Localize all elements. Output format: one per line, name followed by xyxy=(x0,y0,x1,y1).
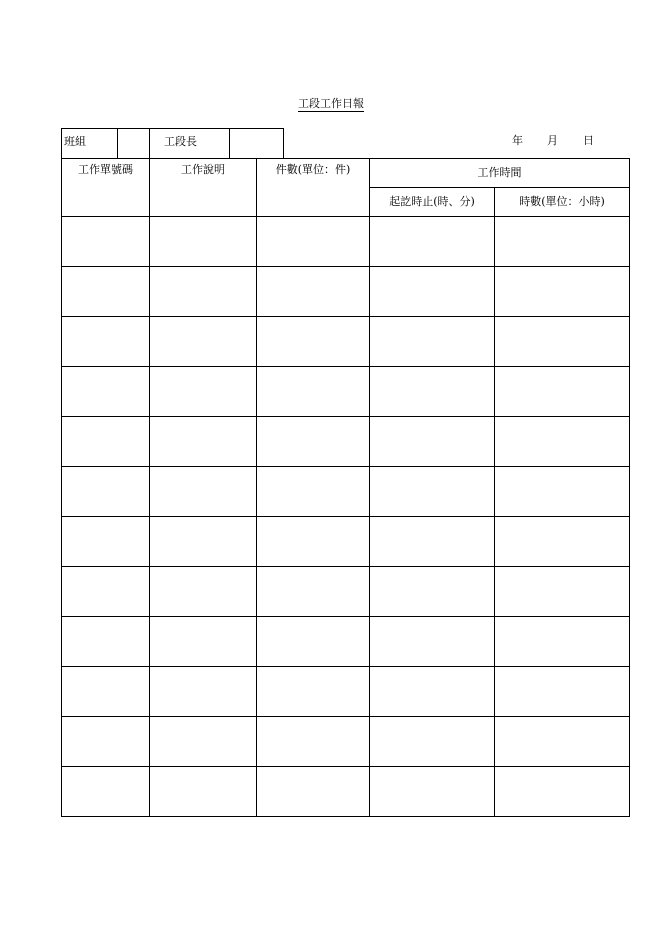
start-end-cell[interactable] xyxy=(370,417,495,467)
hours-cell[interactable] xyxy=(495,567,630,617)
quantity-cell[interactable] xyxy=(257,517,370,567)
quantity-cell[interactable] xyxy=(257,617,370,667)
hours-cell[interactable] xyxy=(495,667,630,717)
table-row xyxy=(62,767,630,817)
description-cell[interactable] xyxy=(150,217,257,267)
hours-cell[interactable] xyxy=(495,367,630,417)
work-report-table xyxy=(61,158,630,817)
hours-cell[interactable] xyxy=(495,417,630,467)
col-description: 工作說明 xyxy=(150,159,257,217)
quantity-cell[interactable] xyxy=(257,267,370,317)
start-end-cell[interactable] xyxy=(370,767,495,817)
start-end-cell[interactable] xyxy=(370,567,495,617)
hours-cell[interactable] xyxy=(495,767,630,817)
order-no-cell[interactable] xyxy=(62,317,150,367)
col-order-no: 工作單號碼 xyxy=(62,159,150,217)
table-row xyxy=(62,267,630,317)
year-label: 年 xyxy=(512,134,523,147)
quantity-cell[interactable] xyxy=(257,317,370,367)
quantity-cell[interactable] xyxy=(257,367,370,417)
start-end-cell[interactable] xyxy=(370,467,495,517)
description-cell[interactable] xyxy=(150,467,257,517)
description-cell[interactable] xyxy=(150,567,257,617)
order-no-cell[interactable] xyxy=(62,217,150,267)
order-no-cell[interactable] xyxy=(62,717,150,767)
start-end-cell[interactable] xyxy=(370,617,495,667)
hours-cell[interactable] xyxy=(495,517,630,567)
section-chief-field[interactable] xyxy=(229,128,284,158)
table-row xyxy=(62,317,630,367)
description-cell[interactable] xyxy=(150,717,257,767)
hours-cell[interactable] xyxy=(495,317,630,367)
order-no-cell[interactable] xyxy=(62,367,150,417)
quantity-cell[interactable] xyxy=(257,217,370,267)
order-no-cell[interactable] xyxy=(62,767,150,817)
start-end-cell[interactable] xyxy=(370,267,495,317)
hours-cell[interactable] xyxy=(495,617,630,667)
table-row xyxy=(62,617,630,667)
col-work-time: 工作時間 xyxy=(370,159,630,188)
day-label: 日 xyxy=(583,134,594,147)
hours-cell[interactable] xyxy=(495,267,630,317)
quantity-cell[interactable] xyxy=(257,467,370,517)
report-title xyxy=(0,97,662,111)
description-cell[interactable] xyxy=(150,667,257,717)
section-chief-label: 工段長 xyxy=(149,128,229,158)
table-row xyxy=(62,567,630,617)
order-no-cell[interactable] xyxy=(62,267,150,317)
col-start-end: 起訖時止(時、分) xyxy=(370,188,495,217)
start-end-cell[interactable] xyxy=(370,667,495,717)
start-end-cell[interactable] xyxy=(370,717,495,767)
start-end-cell[interactable] xyxy=(370,517,495,567)
hours-cell[interactable] xyxy=(495,217,630,267)
col-hours: 時數(單位：小時) xyxy=(495,188,630,217)
quantity-cell[interactable] xyxy=(257,767,370,817)
table-row xyxy=(62,717,630,767)
start-end-cell[interactable] xyxy=(370,217,495,267)
table-row xyxy=(62,417,630,467)
team-label: 班組 xyxy=(61,128,117,158)
description-cell[interactable] xyxy=(150,267,257,317)
table-row xyxy=(62,467,630,517)
hours-cell[interactable] xyxy=(495,717,630,767)
quantity-cell[interactable] xyxy=(257,667,370,717)
description-cell[interactable] xyxy=(150,417,257,467)
team-field[interactable] xyxy=(117,128,149,158)
order-no-cell[interactable] xyxy=(62,617,150,667)
quantity-cell[interactable] xyxy=(257,717,370,767)
description-cell[interactable] xyxy=(150,617,257,667)
start-end-cell[interactable] xyxy=(370,367,495,417)
order-no-cell[interactable] xyxy=(62,667,150,717)
description-cell[interactable] xyxy=(150,767,257,817)
description-cell[interactable] xyxy=(150,517,257,567)
table-row xyxy=(62,517,630,567)
table-row xyxy=(62,217,630,267)
quantity-cell[interactable] xyxy=(257,567,370,617)
description-cell[interactable] xyxy=(150,367,257,417)
month-label: 月 xyxy=(547,134,558,147)
order-no-cell[interactable] xyxy=(62,517,150,567)
report-title-text: 工段工作日報 xyxy=(298,97,364,110)
order-no-cell[interactable] xyxy=(62,467,150,517)
order-no-cell[interactable] xyxy=(62,417,150,467)
table-row xyxy=(62,667,630,717)
quantity-cell[interactable] xyxy=(257,417,370,467)
col-quantity: 件數(單位：件) xyxy=(257,159,370,217)
order-no-cell[interactable] xyxy=(62,567,150,617)
start-end-cell[interactable] xyxy=(370,317,495,367)
table-row xyxy=(62,367,630,417)
hours-cell[interactable] xyxy=(495,467,630,517)
description-cell[interactable] xyxy=(150,317,257,367)
table-header-row xyxy=(62,159,630,188)
